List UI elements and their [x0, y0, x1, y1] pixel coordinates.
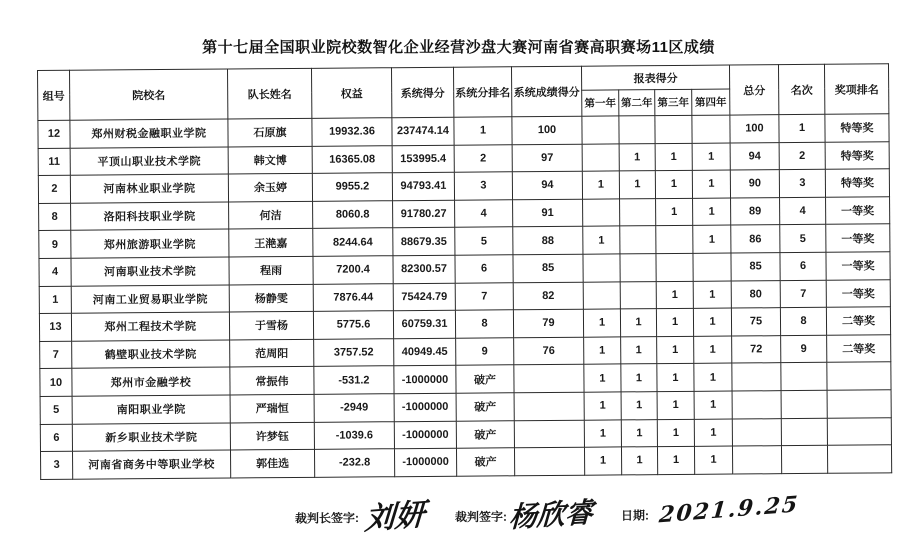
cell-system-result: 85 [513, 254, 583, 282]
cell-equity: -531.2 [314, 366, 394, 394]
cell-equity: -232.8 [314, 449, 394, 477]
cell-school: 南阳职业学院 [72, 395, 230, 424]
cell-year2 [619, 116, 655, 144]
cell-year4: 1 [693, 281, 731, 309]
cell-year1 [583, 281, 620, 309]
cell-award: 一等奖 [826, 224, 890, 252]
header-row-top [38, 64, 889, 95]
cell-group: 5 [40, 396, 72, 424]
cell-group: 12 [38, 120, 70, 148]
cell-equity: -1039.6 [314, 421, 394, 449]
cell-captain: 石原旗 [228, 118, 312, 146]
cell-system-result: 91 [513, 199, 583, 227]
cell-year2: 1 [621, 419, 657, 447]
results-body [38, 114, 892, 479]
cell-total: 89 [731, 197, 780, 225]
date-label: 日期: [620, 507, 650, 523]
cell-system-result [514, 365, 584, 393]
cell-year1: 1 [584, 364, 621, 392]
col-header-year3: 第三年 [655, 89, 692, 115]
cell-system-result: 100 [512, 116, 582, 144]
cell-captain: 韩文博 [228, 146, 312, 174]
referee-signature: 杨欣睿 [508, 495, 594, 534]
cell-equity: 7876.44 [313, 283, 393, 311]
cell-year3: 1 [657, 336, 694, 364]
cell-system-score: 88679.35 [393, 228, 455, 256]
cell-system-rank: 破产 [456, 448, 514, 476]
cell-system-result: 76 [514, 337, 584, 365]
cell-school: 郑州旅游职业学院 [71, 229, 229, 258]
cell-system-score: 60759.31 [393, 310, 455, 338]
cell-year3: 1 [657, 419, 694, 447]
cell-system-rank: 破产 [456, 420, 514, 448]
cell-total: 94 [730, 142, 779, 170]
cell-award: 二等奖 [827, 335, 891, 363]
cell-rank: 4 [780, 197, 826, 225]
cell-captain: 王滟嘉 [229, 229, 313, 257]
cell-award [827, 417, 891, 445]
cell-system-rank: 破产 [456, 365, 514, 393]
cell-group: 7 [40, 341, 72, 369]
cell-rank: 5 [780, 225, 826, 253]
cell-equity: 5775.6 [313, 311, 393, 339]
cell-year1 [583, 254, 620, 282]
cell-system-rank: 3 [454, 172, 512, 200]
cell-award: 特等奖 [825, 114, 889, 142]
cell-rank [781, 445, 827, 473]
cell-total: 75 [731, 308, 780, 336]
col-header-system-result: 系统成绩得分 [511, 66, 581, 117]
cell-school: 河南林业职业学院 [70, 174, 228, 203]
cell-year1: 1 [584, 392, 621, 420]
cell-year3 [655, 115, 692, 143]
cell-system-rank: 1 [454, 117, 512, 145]
cell-equity: 8060.8 [313, 200, 393, 228]
cell-year3: 1 [657, 391, 694, 419]
cell-award: 特等奖 [825, 169, 889, 197]
col-header-rank: 名次 [778, 64, 824, 114]
cell-rank: 3 [779, 169, 825, 197]
cell-system-result [514, 447, 584, 475]
cell-captain: 于雪杨 [229, 311, 313, 339]
cell-year4: 1 [692, 143, 730, 171]
cell-rank: 6 [780, 252, 826, 280]
cell-year2 [620, 281, 656, 309]
cell-group: 6 [40, 424, 72, 452]
referee-label: 裁判签字: [454, 509, 508, 524]
cell-total: 72 [732, 335, 781, 363]
cell-year2: 1 [619, 171, 655, 199]
cell-total: 86 [731, 225, 780, 253]
cell-year2: 1 [621, 336, 657, 364]
cell-rank: 7 [780, 280, 826, 308]
cell-rank: 1 [779, 114, 825, 142]
cell-year1: 1 [583, 226, 620, 254]
cell-total [732, 391, 781, 419]
cell-total [732, 446, 781, 474]
cell-group: 13 [39, 313, 71, 341]
cell-system-result: 94 [512, 171, 582, 199]
cell-captain: 何洁 [229, 201, 313, 229]
cell-captain: 范周阳 [230, 339, 314, 367]
col-header-total: 总分 [729, 65, 778, 115]
cell-year4: 1 [694, 419, 732, 447]
cell-year3 [656, 226, 693, 254]
cell-year4: 1 [693, 225, 731, 253]
cell-year4: 1 [694, 336, 732, 364]
cell-group: 10 [40, 369, 72, 397]
table-row [40, 445, 891, 479]
cell-year1 [583, 199, 620, 227]
cell-captain: 程雨 [229, 256, 313, 284]
cell-system-result: 97 [512, 144, 582, 172]
cell-group: 8 [39, 203, 71, 231]
cell-system-rank: 破产 [456, 393, 514, 421]
cell-year2 [620, 198, 656, 226]
cell-year4: 1 [693, 198, 731, 226]
col-header-school: 院校名 [70, 69, 228, 120]
cell-year2: 1 [621, 364, 657, 392]
cell-rank: 8 [780, 307, 826, 335]
cell-rank: 9 [781, 335, 827, 363]
cell-year2 [620, 254, 656, 282]
cell-year1: 1 [584, 419, 621, 447]
cell-group: 1 [39, 286, 71, 314]
cell-school: 鹤壁职业技术学院 [72, 340, 230, 369]
cell-captain: 余玉婷 [228, 174, 312, 202]
cell-year1: 1 [584, 337, 621, 365]
cell-year4 [693, 253, 731, 281]
cell-year4: 1 [694, 446, 732, 474]
cell-year4: 1 [694, 363, 732, 391]
cell-system-score: 94793.41 [392, 172, 454, 200]
cell-equity: 16365.08 [312, 145, 392, 173]
cell-year4: 1 [694, 391, 732, 419]
cell-equity: 7200.4 [313, 256, 393, 284]
cell-captain: 许梦钰 [230, 422, 314, 450]
cell-school: 河南省商务中等职业学校 [72, 450, 230, 479]
cell-year3: 1 [655, 171, 692, 199]
cell-equity: -2949 [314, 394, 394, 422]
cell-system-score: 82300.57 [393, 255, 455, 283]
col-header-year2: 第二年 [619, 90, 655, 116]
cell-system-rank: 2 [454, 144, 512, 172]
cell-year2: 1 [621, 392, 657, 420]
cell-year3: 1 [655, 143, 692, 171]
cell-award [827, 390, 891, 418]
cell-system-result [514, 392, 584, 420]
cell-year4: 1 [692, 170, 730, 198]
col-header-award: 奖项排名 [824, 64, 888, 115]
col-header-equity: 权益 [311, 68, 391, 119]
cell-captain: 严瑞恒 [230, 394, 314, 422]
cell-captain: 郭佳选 [230, 449, 314, 477]
cell-total [732, 363, 781, 391]
col-header-system-rank: 系统分排名 [453, 67, 511, 117]
cell-award: 一等奖 [826, 279, 890, 307]
cell-year3: 1 [656, 309, 693, 337]
cell-rank: 2 [779, 142, 825, 170]
cell-total: 80 [731, 280, 780, 308]
cell-system-result [514, 420, 584, 448]
cell-system-score: 40949.45 [394, 338, 456, 366]
cell-rank [781, 363, 827, 391]
col-header-group: 组号 [38, 70, 70, 120]
cell-equity: 19932.36 [312, 118, 392, 146]
cell-award: 一等奖 [826, 197, 890, 225]
cell-year3: 1 [656, 198, 693, 226]
cell-system-rank: 4 [455, 200, 513, 228]
cell-system-rank: 8 [455, 310, 513, 338]
cell-group: 3 [40, 451, 72, 479]
cell-total: 100 [730, 115, 779, 143]
cell-award: 一等奖 [826, 252, 890, 280]
cell-school: 郑州工程技术学院 [71, 312, 229, 341]
col-header-system-score: 系统得分 [391, 67, 453, 117]
results-table [37, 63, 892, 479]
cell-total: 85 [731, 253, 780, 281]
cell-award [827, 362, 891, 390]
cell-system-rank: 5 [455, 227, 513, 255]
results-table-wrap [37, 63, 892, 479]
chief-referee-label: 裁判长签字: [294, 510, 360, 526]
col-header-year1: 第一年 [582, 90, 619, 116]
cell-total [732, 418, 781, 446]
cell-total: 90 [730, 170, 779, 198]
cell-captain: 杨静雯 [229, 284, 313, 312]
cell-equity: 3757.52 [314, 338, 394, 366]
cell-school: 新乡职业技术学院 [72, 423, 230, 452]
cell-year1: 1 [584, 447, 621, 475]
cell-year3: 1 [657, 446, 694, 474]
cell-system-score: -1000000 [394, 366, 456, 394]
cell-school: 平顶山职业技术学院 [70, 147, 228, 176]
cell-system-score: 237474.14 [392, 117, 454, 145]
cell-year2 [620, 226, 656, 254]
cell-system-score: 91780.27 [393, 200, 455, 228]
cell-system-score: -1000000 [394, 393, 456, 421]
cell-group: 4 [39, 258, 71, 286]
cell-award: 二等奖 [826, 307, 890, 335]
cell-year3: 1 [656, 281, 693, 309]
signature-footer [295, 493, 885, 536]
cell-system-score: 153995.4 [392, 145, 454, 173]
cell-school: 洛阳科技职业学院 [71, 202, 229, 231]
cell-year1: 1 [582, 171, 619, 199]
cell-group: 11 [38, 148, 70, 176]
cell-system-rank: 9 [456, 338, 514, 366]
cell-system-rank: 7 [455, 282, 513, 310]
cell-group: 9 [39, 231, 71, 259]
cell-year3 [656, 253, 693, 281]
cell-award [827, 445, 891, 473]
cell-system-score: -1000000 [394, 448, 456, 476]
cell-school: 河南工业贸易职业学院 [71, 285, 229, 314]
cell-school: 河南职业技术学院 [71, 257, 229, 286]
cell-system-result: 79 [513, 309, 583, 337]
cell-captain: 常振伟 [230, 367, 314, 395]
cell-rank [781, 418, 827, 446]
cell-year1: 1 [583, 309, 620, 337]
cell-year2: 1 [621, 447, 657, 475]
cell-year4 [692, 115, 730, 143]
col-header-report-score: 报表得分 [581, 65, 729, 90]
col-header-captain: 队长姓名 [227, 68, 311, 119]
cell-year1 [582, 116, 619, 144]
cell-system-score: -1000000 [394, 421, 456, 449]
cell-rank [781, 390, 827, 418]
cell-system-result: 82 [513, 282, 583, 310]
cell-group: 2 [38, 175, 70, 203]
cell-year4: 1 [693, 308, 731, 336]
cell-system-rank: 6 [455, 255, 513, 283]
cell-school: 郑州市金融学校 [72, 367, 230, 396]
cell-award: 特等奖 [825, 141, 889, 169]
col-header-year4: 第四年 [692, 89, 730, 115]
page-title: 第十七届全国职业院校数智化企业经营沙盘大赛河南省赛高职赛场11区成绩 [202, 39, 715, 56]
cell-system-score: 75424.79 [393, 283, 455, 311]
cell-system-result: 88 [513, 227, 583, 255]
date-value: 2021.9.25 [657, 491, 801, 529]
cell-equity: 8244.64 [313, 228, 393, 256]
cell-school: 郑州财税金融职业学院 [70, 119, 228, 148]
cell-year2: 1 [619, 143, 655, 171]
cell-year2: 1 [620, 309, 656, 337]
cell-year3: 1 [657, 364, 694, 392]
cell-equity: 9955.2 [312, 173, 392, 201]
cell-year1 [582, 144, 619, 172]
chief-referee-signature: 刘妍 [363, 497, 426, 538]
